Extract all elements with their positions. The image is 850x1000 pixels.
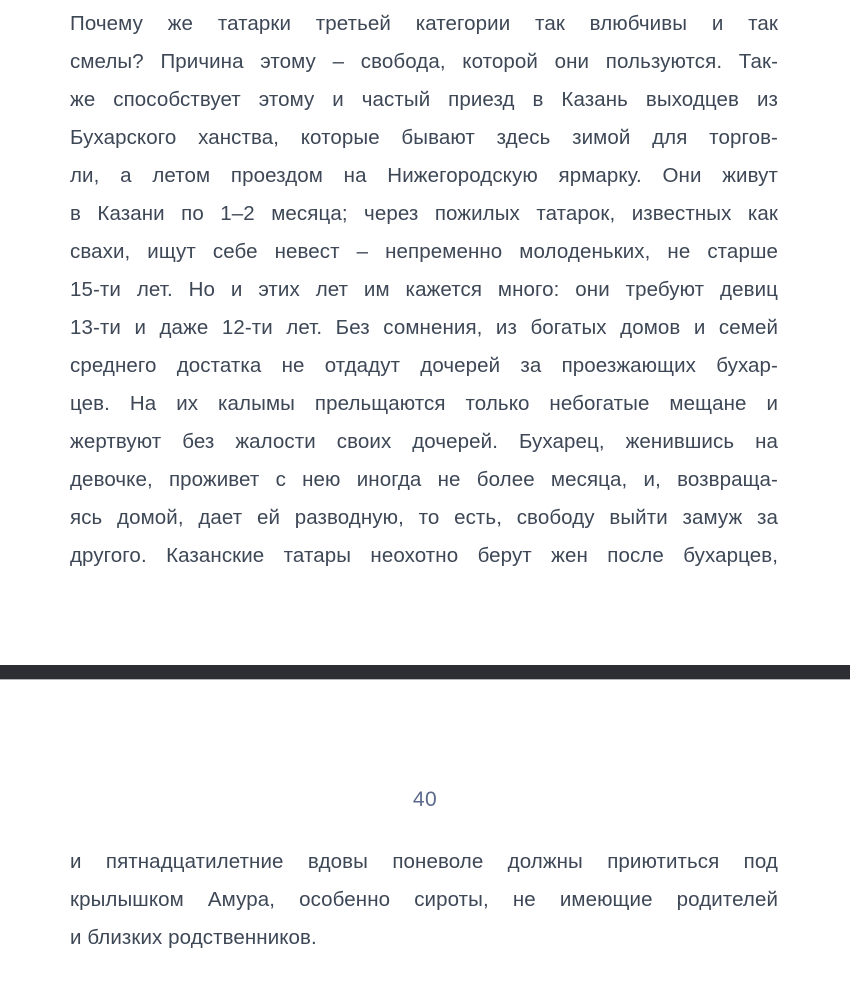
text-line: среднего достатка не отдадут дочерей за проезжающих бухар- <box>70 354 778 377</box>
text-line: ли, а летом проездом на Нижегородскую ярмарку. Они живут <box>70 164 778 187</box>
text-line: смелы? Причина этому – свобода, которой они пользуются. Так- <box>70 50 778 73</box>
page-number: 40 <box>412 788 438 811</box>
text-line: 13-ти и даже 12-ти лет. Без сомнения, из богатых домов и семей <box>70 316 778 339</box>
text-line: Бухарского ханства, которые бывают здесь зимой для торгов- <box>70 126 778 149</box>
text-line: свахи, ищут себе невест – непременно молоденьких, не старше <box>70 240 778 263</box>
text-line: 15-ти лет. Но и этих лет им кажется много: они требуют девиц <box>70 278 778 301</box>
text-line: Почему же татарки третьей категории так влюбчивы и так <box>70 12 778 35</box>
page-break-bar <box>0 665 850 679</box>
text-line: девочке, проживет с нею иногда не более месяца, и, возвраща- <box>70 468 778 491</box>
text-line: же способствует этому и частый приезд в Казань выходцев из <box>70 88 778 111</box>
body-text-block-bottom <box>70 843 778 957</box>
text-line: ясь домой, дает ей разводную, то есть, свободу выйти замуж за <box>70 506 778 529</box>
text-line: жертвуют без жалости своих дочерей. Бухарец, женившись на <box>70 430 778 453</box>
text-line: в Казани по 1–2 месяца; через пожилых татарок, известных как <box>70 202 778 225</box>
body-text-block-top <box>70 5 778 575</box>
text-line: и близких родственников. <box>70 926 317 949</box>
text-line: другого. Казанские татары неохотно берут жен после бухарцев, <box>70 544 778 567</box>
text-line: крылышком Амура, особенно сироты, не имеющие родителей <box>70 888 778 911</box>
text-line: и пятнадцатилетние вдовы поневоле должны приютиться под <box>70 850 778 873</box>
text-line: цев. На их калымы прельщаются только небогатые мещане и <box>70 392 778 415</box>
